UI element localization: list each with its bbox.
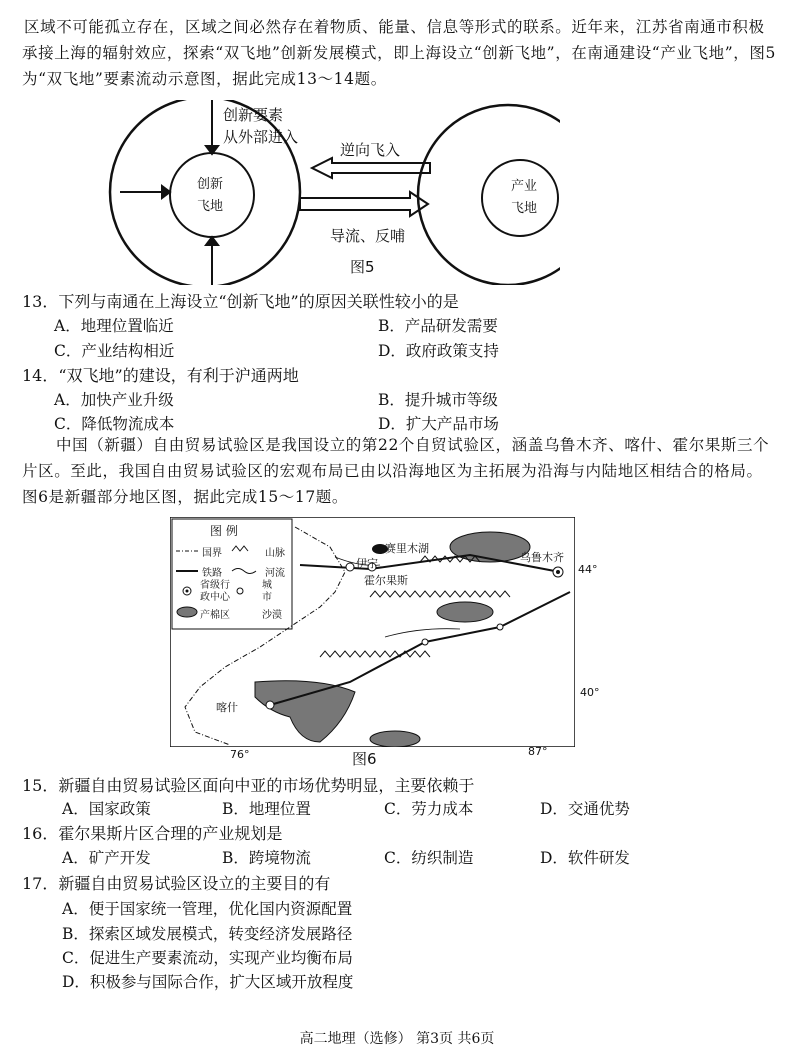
fig5-left-center-2: 飞地	[197, 199, 224, 214]
q15-option-a[interactable]: A．国家政策	[62, 800, 151, 818]
lon87-label: 87°	[528, 745, 548, 758]
q16-option-d[interactable]: D．软件研发	[540, 849, 630, 867]
fig5-right-center-1: 产业	[511, 179, 538, 194]
urumqi-label: 乌鲁木齐	[520, 551, 564, 564]
legend-city-label-1: 城	[262, 580, 272, 591]
city-horgos	[346, 563, 354, 571]
fig5-top-label-2: 从外部进入	[223, 128, 299, 146]
q15-option-d[interactable]: D．交通优势	[540, 800, 630, 818]
q13-option-a[interactable]: A．地理位置临近	[54, 317, 174, 335]
q15-option-c[interactable]: C．劳力成本	[384, 800, 474, 818]
q17-option-c[interactable]: C．促进生产要素流动，实现产业均衡布局	[62, 949, 353, 967]
legend-border-label: 国界	[202, 548, 222, 559]
q16-option-c[interactable]: C．纺织制造	[384, 849, 474, 867]
q13-option-c[interactable]: C．产业结构相近	[54, 342, 175, 360]
legend-mountain-label: 山脉	[265, 548, 285, 559]
q14-option-c[interactable]: C．降低物流成本	[54, 415, 175, 433]
legend-cotton-label: 产棉区	[200, 610, 230, 621]
right-outer-circle	[418, 105, 560, 285]
lake-label: 赛里木湖	[385, 542, 429, 555]
fig5-right-center-2: 飞地	[511, 201, 538, 216]
q17-option-d[interactable]: D．积极参与国际合作，扩大区域开放程度	[62, 973, 354, 991]
yining-label: 伊宁	[356, 557, 378, 570]
legend-city-label-2: 市	[262, 592, 272, 603]
q13-stem: 13．下列与南通在上海设立“创新飞地”的原因关联性较小的是	[22, 292, 459, 311]
q17-option-b[interactable]: B．探索区域发展模式，转变经济发展路径	[62, 925, 353, 943]
q15-option-b[interactable]: B．地理位置	[222, 800, 311, 818]
q14-option-a[interactable]: A．加快产业升级	[54, 391, 174, 409]
fig6-caption: 图6	[352, 750, 377, 768]
q14-option-d[interactable]: D．扩大产品市场	[378, 415, 499, 433]
lat40-label: 40°	[580, 686, 600, 699]
kashgar-label: 喀什	[216, 701, 238, 714]
figure-5-diagram	[100, 100, 560, 285]
intro-paragraph-1: 区域不可能孤立存在，区域之间必然存在着物质、能量、信息等形式的联系。近年来，江苏省南通市积极承接上海的辐射效应，探索“双飞地”创新发展模式，即上海设立“创新飞地”，在南通建设“产业飞地”，图5为“双飞地”要素流动示意图，据此完成13～14题。	[22, 18, 776, 88]
q17-stem: 17．新疆自由贸易试验区设立的主要目的有	[22, 874, 331, 893]
legend-capital-label-1: 省级行	[200, 580, 230, 591]
legend-desert-label: 沙漠	[262, 610, 282, 621]
cotton-area-1	[450, 532, 530, 562]
cotton-area-2	[437, 602, 493, 622]
lat44-label: 44°	[578, 563, 598, 576]
page-footer: 高二地理（选修） 第3页 共6页	[299, 1031, 495, 1047]
reverse-flow-arrow	[312, 158, 430, 178]
q14-option-b[interactable]: B．提升城市等级	[378, 391, 498, 409]
q16-option-a[interactable]: A．矿产开发	[62, 849, 151, 867]
fig5-arrow-top-label: 逆向飞入	[340, 141, 401, 159]
q16-option-b[interactable]: B．跨境物流	[222, 849, 311, 867]
fig5-left-center-1: 创新	[197, 177, 224, 192]
legend-river-label: 河流	[265, 568, 285, 579]
q16-stem: 16．霍尔果斯片区合理的产业规划是	[22, 824, 283, 843]
horgos-label: 霍尔果斯	[364, 574, 408, 587]
fig5-arrow-bottom-label: 导流、反哺	[330, 227, 406, 245]
guide-flow-arrow	[300, 192, 428, 216]
lon76-label: 76°	[230, 748, 250, 761]
fig5-top-label-1: 创新要素	[223, 106, 284, 124]
q13-option-d[interactable]: D．政府政策支持	[378, 342, 499, 360]
legend-capital-label-2: 政中心	[200, 592, 230, 603]
intro-paragraph-2: 中国（新疆）自由贸易试验区是我国设立的第22个自贸试验区，涵盖乌鲁木齐、喀什、霍尔果斯三个片区。至此，我国自由贸易试验区的宏观布局已由以沿海地区为主拓展为沿海与内陆地区相结合的格局。图6是新疆部分地区图，据此完成15～17题。	[22, 436, 770, 506]
legend-title: 图 例	[210, 524, 238, 538]
city-kashgar	[266, 701, 274, 709]
q17-option-a[interactable]: A．便于国家统一管理，优化国内资源配置	[62, 900, 353, 918]
legend-rail-label: 铁路	[202, 568, 222, 579]
fig5-caption: 图5	[350, 258, 375, 276]
q15-stem: 15．新疆自由贸易试验区面向中亚的市场优势明显，主要依赖于	[22, 776, 475, 795]
q13-option-b[interactable]: B．产品研发需要	[378, 317, 498, 335]
q14-stem: 14．“双飞地”的建设，有利于沪通两地	[22, 366, 299, 385]
